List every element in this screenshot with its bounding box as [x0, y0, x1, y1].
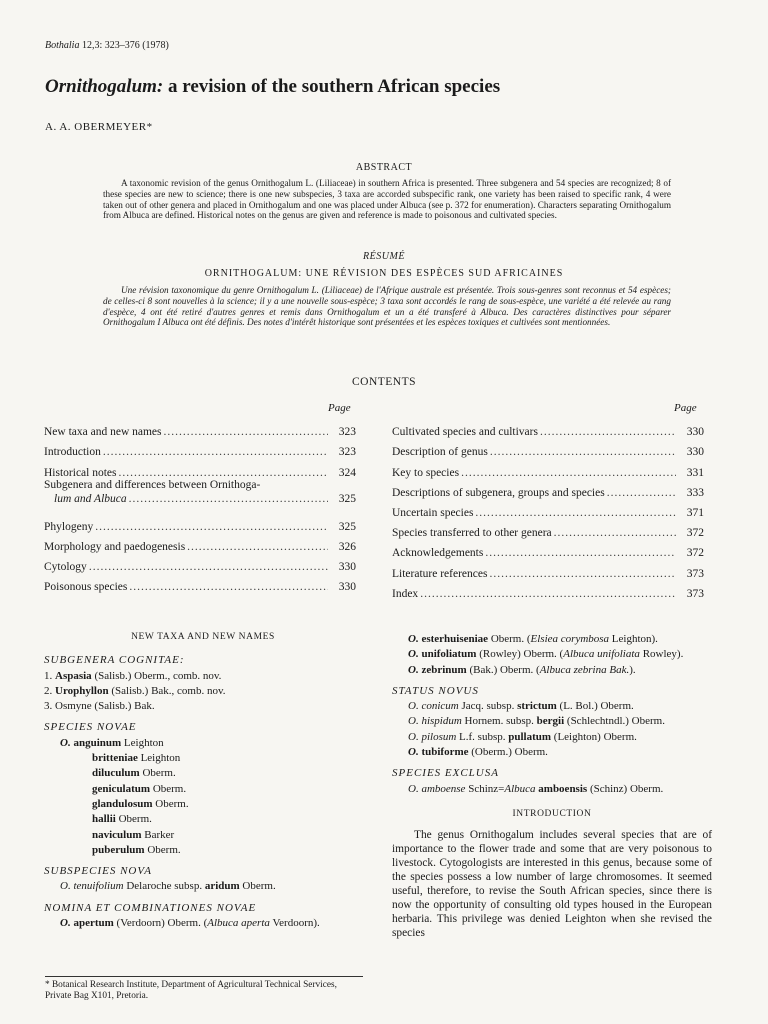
toc-entry[interactable]: Uncertain species ..... 371	[392, 499, 704, 519]
contents-page-label-left: Page	[328, 402, 351, 414]
toc-entry[interactable]: Subgenera and differences between Ornithoga- lum and Albuca ..... 325	[44, 479, 356, 513]
toc-entry[interactable]: Historical notes ..... 324	[44, 458, 356, 478]
toc-entry[interactable]: Acknowledgements ..... 372	[392, 539, 704, 559]
nomina-item: O. apertum (Verdoorn) Oberm. (Albuca aperta Verdoorn).	[60, 917, 320, 930]
subgenera-heading: SUBGENERA COGNITAE:	[44, 654, 185, 667]
footnote: * Botanical Research Institute, Department of Agricultural Technical Services, Private Bag X101, Pretoria.	[45, 976, 363, 1002]
toc-entry[interactable]: Literature references ..... 373	[392, 559, 704, 579]
status-item: O. conicum Jacq. subsp. strictum (L. Bol.) Oberm.	[408, 700, 634, 713]
subgenera-item: 3. Osmyne (Salisb.) Bak.	[44, 700, 155, 713]
abstract-text: A taxonomic revision of the genus Ornithogalum L. (Liliaceae) in southern Africa is presented. Three subgenera and 54 species are recognized; 8 of these species are new to science; there is one new subspecies, 3 taxa are accorded subspecific rank, one variety has been raised to specific rank, 4 were taken out of other genera and placed in Ornithogalum and one was placed under Albuca (see p. 372 for enumeration). Characters separating Ornithogalum from Albuca are defined. Historical notes on the genus are given and reference is made to poisonous and cultivated species.	[103, 178, 671, 221]
toc-entry[interactable]: Key to species ..... 331	[392, 458, 704, 478]
toc-entry[interactable]: Species transferred to other genera ..... 372	[392, 519, 704, 539]
status-item: O. hispidum Hornem. subsp. bergii (Schlechtndl.) Oberm.	[408, 715, 665, 728]
status-item: O. pilosum L.f. subsp. pullatum (Leighton) Oberm.	[408, 730, 637, 743]
author: A. A. OBERMEYER*	[45, 121, 153, 133]
species-item: glandulosum Oberm.	[92, 797, 189, 810]
species-novae-heading: SPECIES NOVAE	[44, 721, 137, 734]
species-item: puberulum Oberm.	[92, 843, 181, 856]
nomina-item: O. unifoliatum (Rowley) Oberm. (Albuca unifoliata Rowley).	[408, 648, 684, 661]
abstract-heading: ABSTRACT	[355, 162, 413, 173]
subgenera-item: 1. Aspasia (Salisb.) Oberm., comb. nov.	[44, 669, 222, 682]
toc-entry[interactable]: Index ..... 373	[392, 580, 704, 600]
subspecies-heading: SUBSPECIES NOVA	[44, 865, 152, 878]
toc-entry[interactable]: Cytology ..... 330	[44, 553, 356, 573]
toc-entry[interactable]: Descriptions of subgenera, groups and species ..... 333	[392, 479, 704, 499]
right-column	[392, 632, 712, 940]
toc-entry[interactable]: New taxa and new names ..... 323	[44, 418, 356, 438]
resume-heading: RÉSUMÉ	[363, 251, 405, 262]
nomina-item: O. zebrinum (Bak.) Oberm. (Albuca zebrina Bak.).	[408, 663, 636, 676]
left-column	[44, 630, 362, 931]
introduction-text: The genus Ornithogalum includes several species that are of importance to the flower trade and some that are very poisonous to livestock. Cytogologists are interested in this genus, because some of the species possess a low number of large chromosomes. It seemed useful, therefore, to revise the South African species, since there is now the opportunity of consulting old types housed in the European herbaria. This privilege was denied Leighton when she revised the species	[392, 829, 712, 940]
species-item: diluculum Oberm.	[92, 767, 176, 780]
journal-citation: Bothalia 12,3: 323–376 (1978)	[45, 40, 169, 51]
nomina-item: O. esterhuiseniae Oberm. (Elsiea corymbosa Leighton).	[408, 633, 658, 645]
exclusa-item: O. amboense Schinz=Albuca amboensis (Schinz) Oberm.	[408, 782, 664, 795]
status-novus-heading: STATUS NOVUS	[392, 684, 479, 697]
resume-text: Une révision taxonomique du genre Ornithogalum L. (Liliaceae) de l'Afrique australe est présentée. Trois sous-genres sont reconnus et 54 espèces; de celles-ci 8 sont nouvelles à la science; il y a une nouvelle sous-espèce; 3 taxa sont accordés le rang de sous-espèce, une variété a été relevée au rang d'espèce, 4 ont été retiré d'autres genres et remis dans Ornithogalum et un a été transferé à Albuca. Des caractères distinctives pour séparer Ornithogalum I Albuca ont été définis. Des notes d'intérêt historique sont présentées et les espèces toxiques et cultivées sont mentionnées.	[103, 285, 671, 328]
toc-entry[interactable]: Morphology and paedogenesis ..... 326	[44, 533, 356, 553]
species-item: O. anguinum Leighton	[60, 736, 164, 749]
species-item: hallii Oberm.	[92, 813, 152, 826]
subspecies-item: O. tenuifolium Delaroche subsp. aridum Oberm.	[60, 880, 276, 893]
contents-left-column	[44, 418, 356, 593]
toc-entry[interactable]: Introduction ..... 323	[44, 438, 356, 458]
species-item: naviculum Barker	[92, 828, 175, 841]
contents-heading: CONTENTS	[351, 376, 417, 388]
status-item: O. tubiforme (Oberm.) Oberm.	[408, 746, 548, 759]
resume-subheading: ORNITHOGALUM: UNE RÉVISION DES ESPÈCES SUD AFRICAINES	[204, 268, 564, 279]
nomina-heading: NOMINA ET COMBINATIONES NOVAE	[44, 901, 257, 914]
introduction-heading: INTRODUCTION	[512, 808, 592, 819]
toc-entry[interactable]: Poisonous species ..... 330	[44, 573, 356, 593]
species-item: geniculatum Oberm.	[92, 782, 187, 795]
paper-title: Ornithogalum: a revision of the southern African species	[45, 76, 501, 97]
species-item: britteniae Leighton	[92, 752, 181, 765]
toc-entry[interactable]: Cultivated species and cultivars ..... 330	[392, 418, 704, 438]
subgenera-item: 2. Urophyllon (Salisb.) Bak., comb. nov.	[44, 684, 226, 697]
toc-entry[interactable]: Phylogeny ..... 325	[44, 513, 356, 533]
contents-page-label-right: Page	[674, 402, 697, 414]
species-exclusa-heading: SPECIES EXCLUSA	[392, 767, 499, 780]
contents-right-column	[392, 418, 704, 600]
new-taxa-heading: NEW TAXA AND NEW NAMES	[131, 632, 275, 642]
toc-entry[interactable]: Description of genus ..... 330	[392, 438, 704, 458]
